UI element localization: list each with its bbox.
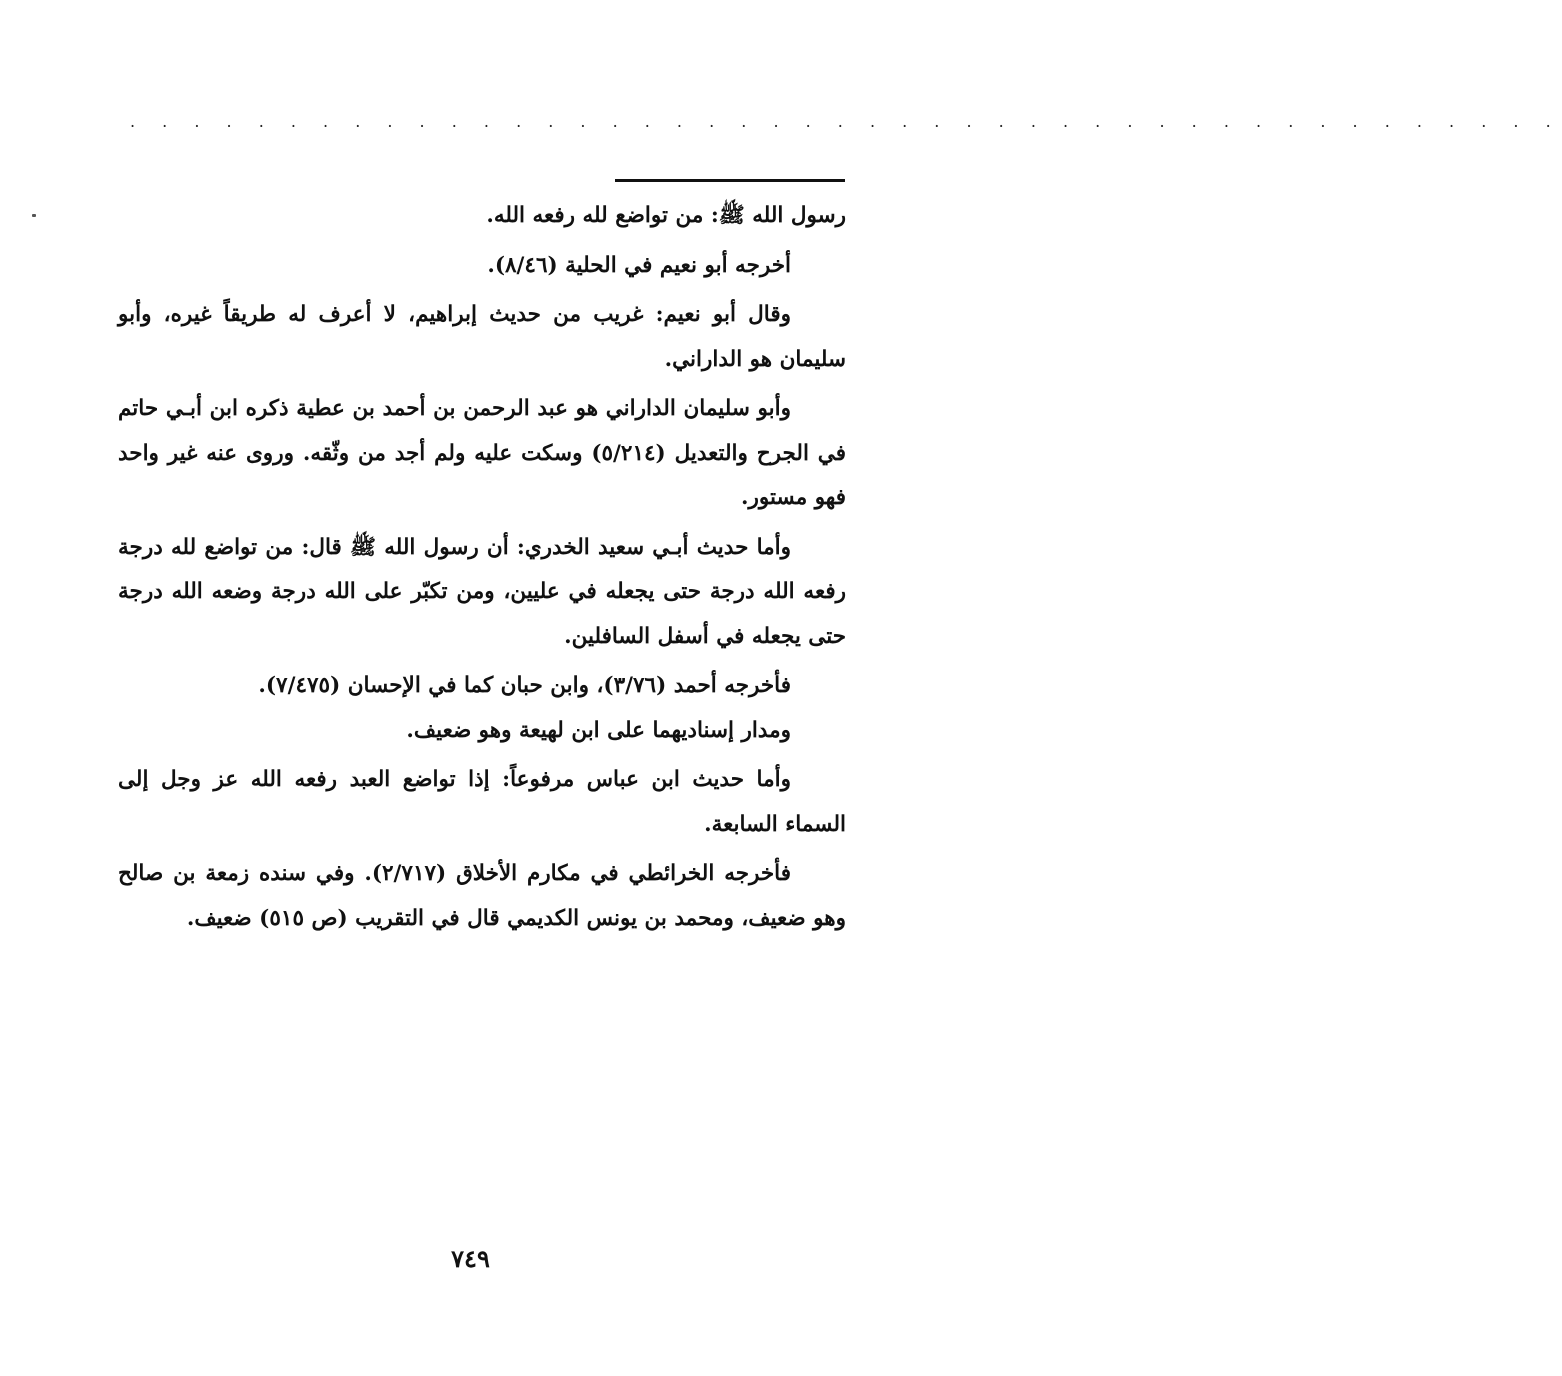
scan-speck	[32, 214, 36, 217]
footnote-paragraph: وأما حديث أبـي سعيد الخدري: أن رسول الله ﷺ قال: من تواضع لله درجة رفعه الله درجة حتى يجعله في عليين، ومن تكبّر على الله درجة وضعه الله درجة حتى يجعله في أسفل السافلين.	[118, 534, 846, 649]
footnote-divider	[615, 179, 845, 182]
footnote-paragraph: ومدار إسناديهما على ابن لهيعة وهو ضعيف.	[406, 717, 791, 743]
footnote-paragraph: وقال أبو نعيم: غريب من حديث إبراهيم، لا أعرف له طريقاً غيره، وأبو سليمان هو الداراني.	[118, 302, 846, 372]
footnote-paragraph: وأما حديث ابن عباس مرفوعاً: إذا تواضع العبد رفعه الله عز وجل إلى السماء السابعة.	[118, 767, 846, 837]
footnote-paragraph: أخرجه أبو نعيم في الحلية (٨/٤٦).	[487, 252, 791, 278]
dotted-separator: . . . . . . . . . . . . . . . . . . . . . . . . . . . . . . . . . . . . . . . . . . . . .	[130, 112, 1562, 131]
footnote-paragraph: وأبو سليمان الداراني هو عبد الرحمن بن أحمد بن عطية ذكره ابن أبـي حاتم في الجرح والتعديل (٥/٢١٤) وسكت عليه ولم أجد من وثّقه. وروى عنه غير واحد فهو مستور.	[118, 396, 846, 510]
page-number: ٧٤٩	[451, 1244, 490, 1273]
footnote-paragraph: فأخرجه الخرائطي في مكارم الأخلاق (٢/٧١٧). وفي سنده زمعة بن صالح وهو ضعيف، ومحمد بن يونس الكديمي قال في التقريب (ص ٥١٥) ضعيف.	[118, 861, 846, 931]
footnote-body	[118, 194, 846, 946]
footnote-paragraph: فأخرجه أحمد (٣/٧٦)، وابن حبان كما في الإحسان (٧/٤٧٥).	[258, 673, 791, 698]
footnote-paragraph: رسول الله ﷺ: من تواضع لله رفعه الله.	[486, 203, 846, 228]
